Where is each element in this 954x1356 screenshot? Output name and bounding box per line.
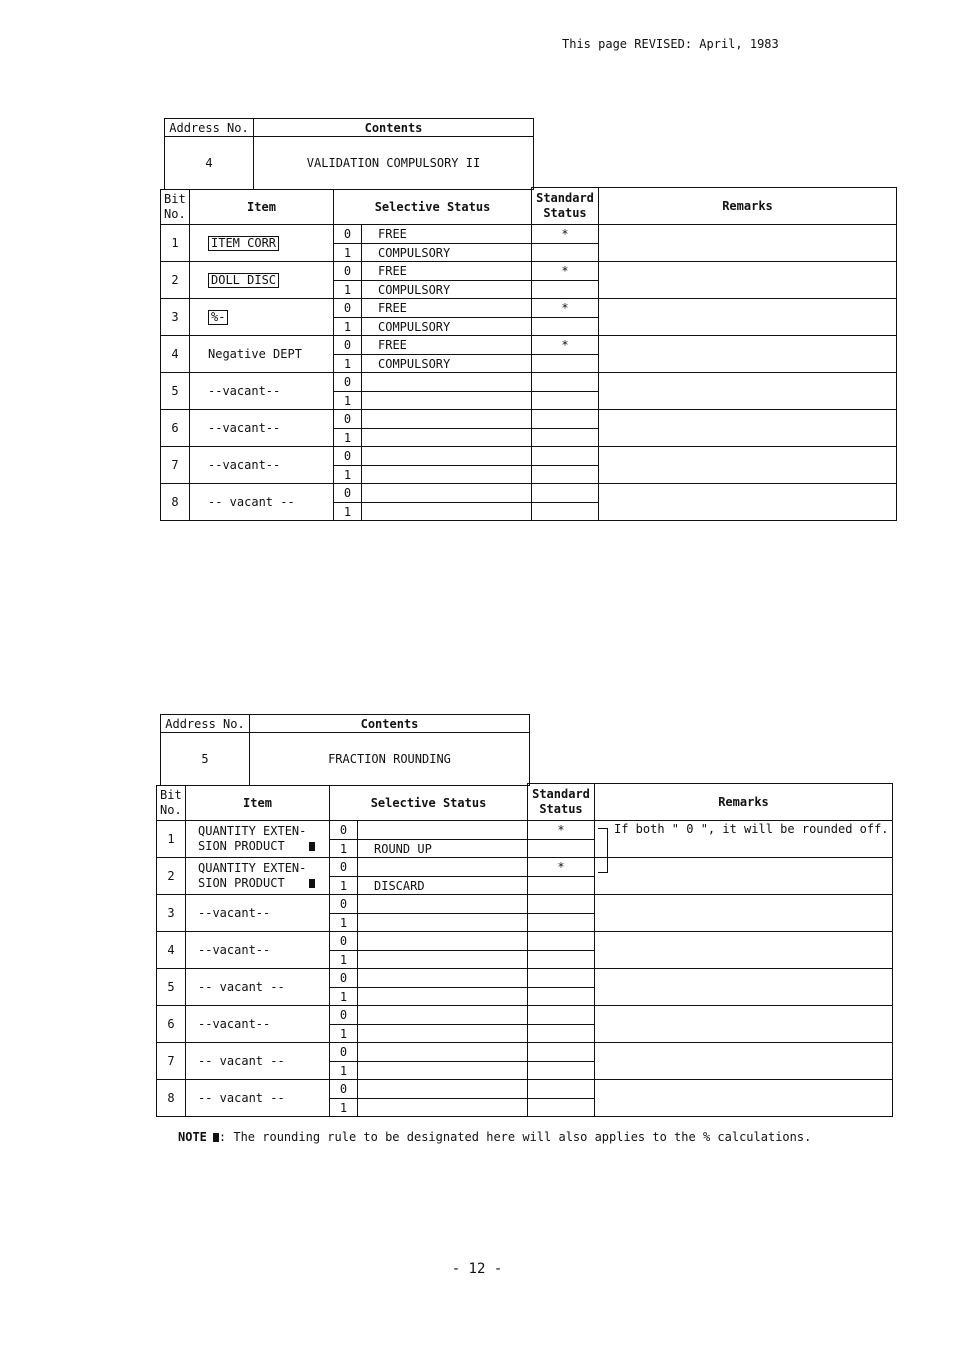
note-marker-icon [309,842,315,851]
item-line-2 [198,876,315,891]
standard-status-1 [531,354,599,373]
standard-status-0: * [527,857,595,877]
item-label: %- [208,310,228,325]
option-text-0 [357,1005,528,1025]
item-cell [189,298,334,336]
option-text-0: FREE [361,335,532,355]
option-text-0 [361,483,532,503]
item-cell [185,820,330,858]
remarks-cell [598,409,897,447]
option-value-0: 0 [333,298,362,318]
standard-status-0: * [531,298,599,318]
option-text-1 [357,1024,528,1043]
standard-status-0 [531,446,599,466]
bit-number: 8 [156,1079,186,1117]
option-value-1: 1 [333,243,362,262]
rounding-remark: If both " 0 ", it will be rounded off. [614,822,889,836]
item-label: -- vacant -- [198,1091,285,1105]
option-text-0 [361,409,532,429]
option-value-1: 1 [333,502,362,521]
no-label: No. [164,207,186,221]
standard-status-0 [527,1005,595,1025]
contents-header: Contents [253,118,534,137]
bit-number: 1 [160,224,190,262]
selective-status-header: Selective Status [329,785,528,821]
remarks-cell [594,1079,893,1117]
item-header: Item [185,785,330,821]
remarks-cell [598,224,897,262]
option-value-0: 0 [329,894,358,914]
standard-status-0 [527,1079,595,1099]
address-no-header: Address No. [164,118,254,137]
standard-status-header [531,187,599,225]
option-text-0 [361,446,532,466]
remarks-cell [598,483,897,521]
item-cell [189,409,334,447]
standard-status-1 [527,876,595,895]
option-text-1 [361,465,532,484]
remarks-cell [598,261,897,299]
remarks-cell [598,446,897,484]
item-cell [189,261,334,299]
remarks-header: Remarks [598,187,897,225]
option-value-1: 1 [329,1098,358,1117]
option-value-0: 0 [329,820,358,840]
item-line-1: QUANTITY EXTEN- [198,861,307,875]
item-cell [189,335,334,373]
option-value-1: 1 [329,839,358,858]
standard-status-0 [527,931,595,951]
standard-status-1 [527,839,595,858]
bit-number: 3 [160,298,190,336]
item-cell [189,224,334,262]
option-value-1: 1 [329,1024,358,1043]
standard-label: Standard [532,787,590,801]
remarks-cell [594,857,893,895]
option-text-1: COMPULSORY [361,280,532,299]
option-text-0 [357,894,528,914]
option-text-0 [357,968,528,988]
item-cell [185,968,330,1006]
option-text-0 [357,820,528,840]
item-cell [185,1042,330,1080]
address-no-header: Address No. [160,714,250,733]
item-cell [189,483,334,521]
bracket-icon [598,828,608,873]
option-text-0: FREE [361,261,532,281]
bit-number: 1 [156,820,186,858]
option-value-0: 0 [333,224,362,244]
bit-number: 6 [156,1005,186,1043]
item-label: -- vacant -- [198,980,285,994]
standard-status-0: * [531,261,599,281]
item-cell [189,372,334,410]
bit-number: 3 [156,894,186,932]
option-value-1: 1 [329,1061,358,1080]
standard-status-1 [531,280,599,299]
option-value-0: 0 [333,261,362,281]
option-text-0 [357,931,528,951]
bit-number: 7 [156,1042,186,1080]
option-value-1: 1 [333,465,362,484]
option-text-1 [357,987,528,1006]
remarks-cell [598,298,897,336]
option-value-1: 1 [333,391,362,410]
item-label: Negative DEPT [208,347,302,361]
standard-status-0: * [527,820,595,840]
standard-status-1 [531,391,599,410]
bit-label: Bit [160,788,182,802]
standard-status-0 [527,1042,595,1062]
option-value-1: 1 [329,950,358,969]
item-label: --vacant-- [198,943,271,957]
option-text-1: ROUND UP [357,839,528,858]
option-value-0: 0 [329,1042,358,1062]
item-label: -- vacant -- [208,495,295,509]
option-value-1: 1 [333,280,362,299]
standard-status-1 [531,243,599,262]
item-cell [185,1079,330,1117]
standard-status-1 [527,1098,595,1117]
option-value-0: 0 [329,931,358,951]
item-label: --vacant-- [198,1017,271,1031]
standard-status-0 [531,372,599,392]
option-value-1: 1 [333,354,362,373]
option-value-0: 0 [333,446,362,466]
standard-status-0 [527,894,595,914]
rounding-note [178,1130,811,1144]
bit-number: 8 [160,483,190,521]
option-text-0 [357,1042,528,1062]
standard-status-1 [531,502,599,521]
standard-status-0 [527,968,595,988]
item-cell [185,894,330,932]
option-value-0: 0 [329,968,358,988]
standard-status-1 [531,465,599,484]
page-number: - 12 - [451,1261,503,1277]
address-number: 5 [160,732,250,786]
option-text-1 [357,913,528,932]
remarks-cell [594,931,893,969]
option-text-1: DISCARD [357,876,528,895]
standard-status-0 [531,409,599,429]
option-value-1: 1 [333,428,362,447]
remarks-cell [598,335,897,373]
remarks-cell [598,372,897,410]
option-value-0: 0 [329,1079,358,1099]
note-label: NOTE [178,1130,207,1144]
item-line-2-text: SION PRODUCT [198,876,285,890]
option-text-1: COMPULSORY [361,354,532,373]
note-text: : The rounding rule to be designated here will also applies to the % calculations. [218,1130,812,1144]
option-text-0: FREE [361,224,532,244]
remarks-cell [594,1005,893,1043]
item-cell [189,446,334,484]
note-marker-icon [309,879,315,888]
option-value-0: 0 [329,857,358,877]
option-text-0 [357,1079,528,1099]
option-value-1: 1 [333,317,362,336]
standard-status-header [527,783,595,821]
option-text-0 [361,372,532,392]
contents-value: FRACTION ROUNDING [249,732,530,786]
item-header: Item [189,189,334,225]
item-label: --vacant-- [208,421,281,435]
option-text-1: COMPULSORY [361,317,532,336]
standard-status-1 [527,913,595,932]
bit-number: 4 [156,931,186,969]
remarks-header: Remarks [594,783,893,821]
option-text-1 [357,950,528,969]
selective-status-header: Selective Status [333,189,532,225]
option-value-1: 1 [329,876,358,895]
bit-no-header [156,785,186,821]
bit-number: 4 [160,335,190,373]
option-text-1 [357,1098,528,1117]
revision-note: This page REVISED: April, 1983 [562,37,779,51]
item-label: DOLL DISC [208,273,279,288]
contents-value: VALIDATION COMPULSORY II [253,136,534,190]
item-cell [185,857,330,895]
status-label: Status [539,802,583,816]
standard-status-1 [531,428,599,447]
option-text-1: COMPULSORY [361,243,532,262]
option-text-1 [357,1061,528,1080]
standard-status-1 [527,1024,595,1043]
item-label: --vacant-- [198,906,271,920]
standard-status-1 [527,987,595,1006]
option-value-1: 1 [329,913,358,932]
remarks-cell [594,1042,893,1080]
no-label: No. [160,803,182,817]
remarks-cell [594,968,893,1006]
item-label: --vacant-- [208,458,281,472]
item-label: -- vacant -- [198,1054,285,1068]
option-value-0: 0 [329,1005,358,1025]
standard-label: Standard [536,191,594,205]
standard-status-0: * [531,335,599,355]
option-value-0: 0 [333,335,362,355]
item-line-2-text: SION PRODUCT [198,839,285,853]
option-text-0 [357,857,528,877]
option-value-1: 1 [329,987,358,1006]
item-label: --vacant-- [208,384,281,398]
status-label: Status [543,206,587,220]
item-line-1: QUANTITY EXTEN- [198,824,307,838]
bit-label: Bit [164,192,186,206]
bit-number: 5 [160,372,190,410]
option-text-1 [361,502,532,521]
option-value-0: 0 [333,483,362,503]
bit-number: 2 [156,857,186,895]
option-text-1 [361,391,532,410]
standard-status-1 [527,1061,595,1080]
option-value-0: 0 [333,372,362,392]
item-cell [185,931,330,969]
item-label: ITEM CORR [208,236,279,251]
bit-number: 5 [156,968,186,1006]
address-number: 4 [164,136,254,190]
standard-status-0 [531,483,599,503]
bit-number: 6 [160,409,190,447]
item-cell [185,1005,330,1043]
option-value-0: 0 [333,409,362,429]
bit-number: 2 [160,261,190,299]
bit-number: 7 [160,446,190,484]
bit-no-header [160,189,190,225]
option-text-1 [361,428,532,447]
option-text-0: FREE [361,298,532,318]
standard-status-1 [527,950,595,969]
standard-status-0: * [531,224,599,244]
item-line-2 [198,839,315,854]
remarks-cell [594,894,893,932]
standard-status-1 [531,317,599,336]
contents-header: Contents [249,714,530,733]
